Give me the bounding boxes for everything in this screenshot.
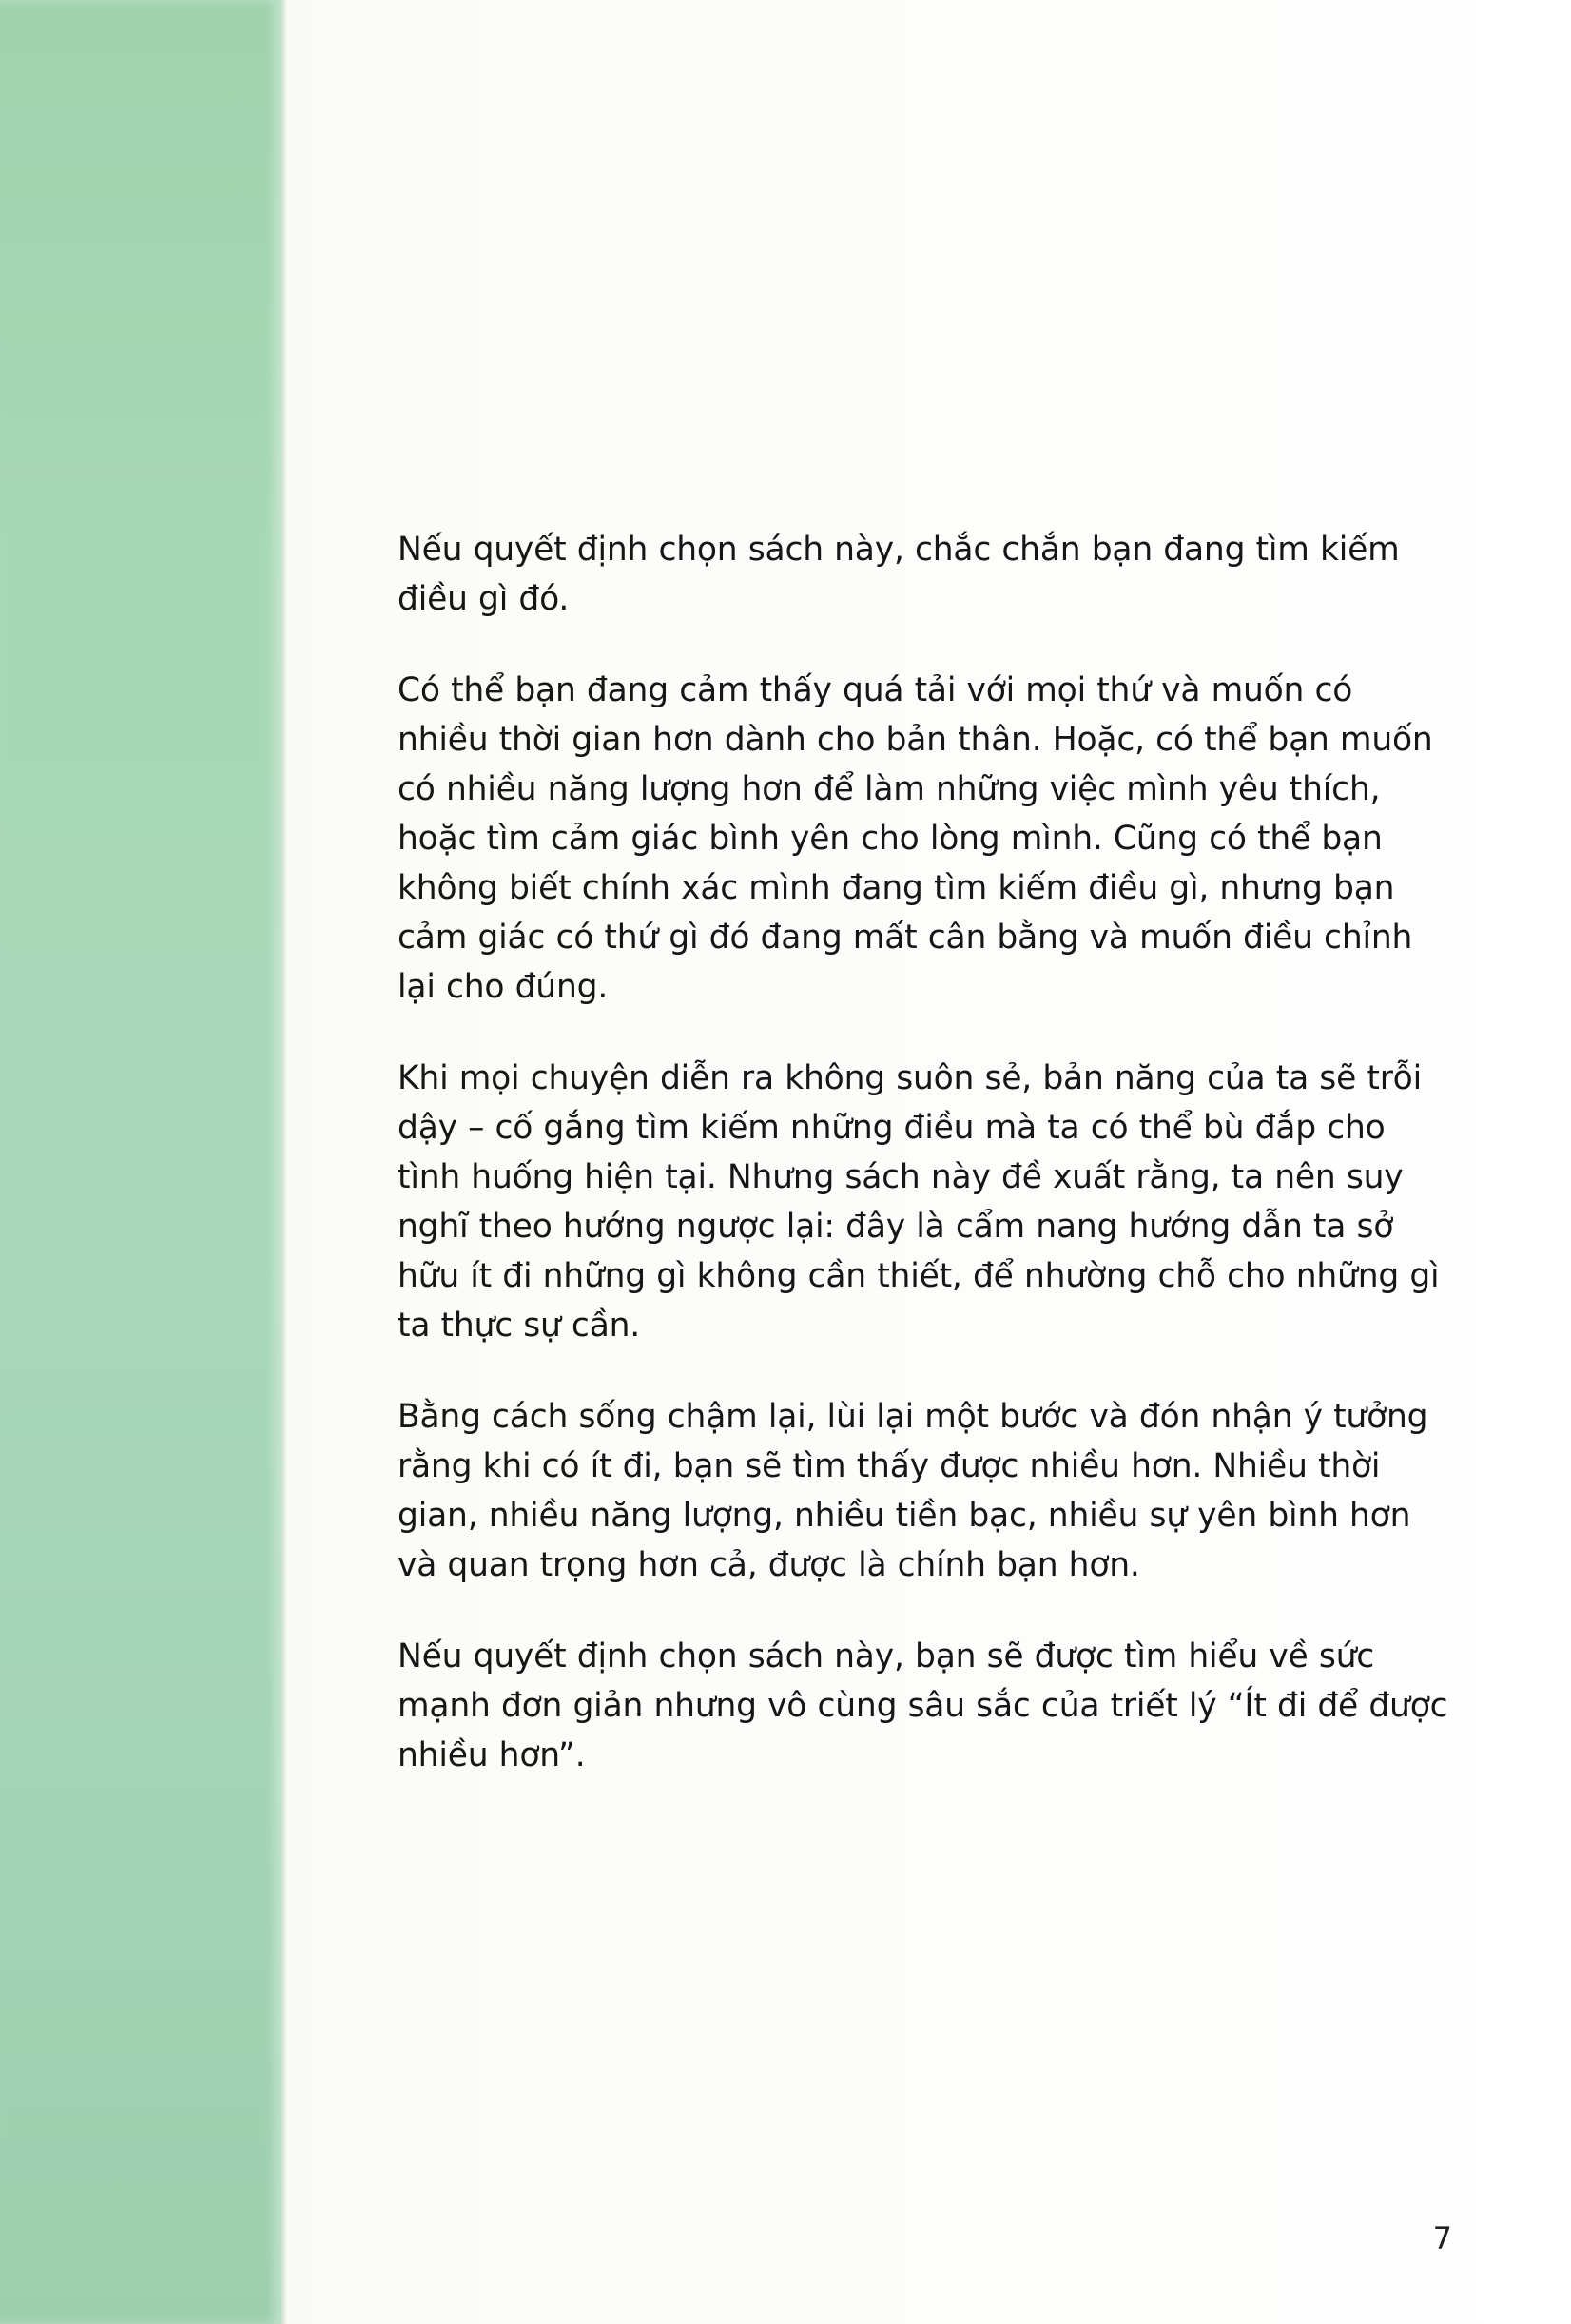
side-band-edge (281, 0, 287, 2324)
paragraph-2: Có thể bạn đang cảm thấy quá tải với mọi thứ và muốn có nhiều thời gian hơn dành cho bản thân. Hoặc, có thể bạn muốn có nhiều năng lượng hơn để làm những việc mình yêu thích, hoặc tìm cảm giác bình yên cho lòng mình. Cũng có thể bạn không biết chính xác mình đang tìm kiếm điều gì, nhưng bạn cảm giác có thứ gì đó đang mất cân bằng và muốn điều chỉnh lại cho đúng. (398, 671, 1433, 1006)
paragraph-4: Bằng cách sống chậm lại, lùi lại một bước và đón nhận ý tưởng rằng khi có ít đi, bạn sẽ tìm thấy được nhiều hơn. Nhiều thời gian, nhiều năng lượng, nhiều tiền bạc, nhiều sự yên bình hơn và quan trọng hơn cả, được là chính bạn hơn. (398, 1398, 1428, 1584)
paragraph-1: Nếu quyết định chọn sách này, chắc chắn bạn đang tìm kiếm điều gì đó. (398, 531, 1400, 618)
page-body-text (398, 525, 1453, 1780)
paragraph-5: Nếu quyết định chọn sách này, bạn sẽ được tìm hiểu về sức mạnh đơn giản nhưng vô cùng sâu sắc của triết lý “Ít đi để được nhiều hơn”. (398, 1637, 1448, 1774)
green-side-band (0, 0, 281, 2324)
paragraph-3: Khi mọi chuyện diễn ra không suôn sẻ, bản năng của ta sẽ trỗi dậy – cố gắng tìm kiếm những điều mà ta có thể bù đắp cho tình huống hiện tại. Nhưng sách này đề xuất rằng, ta nên suy nghĩ theo hướng ngược lại: đây là cẩm nang hướng dẫn ta sở hữu ít đi những gì không cần thiết, để nhường chỗ cho những gì ta thực sự cần. (398, 1059, 1440, 1345)
page-number: 7 (1432, 2220, 1452, 2256)
